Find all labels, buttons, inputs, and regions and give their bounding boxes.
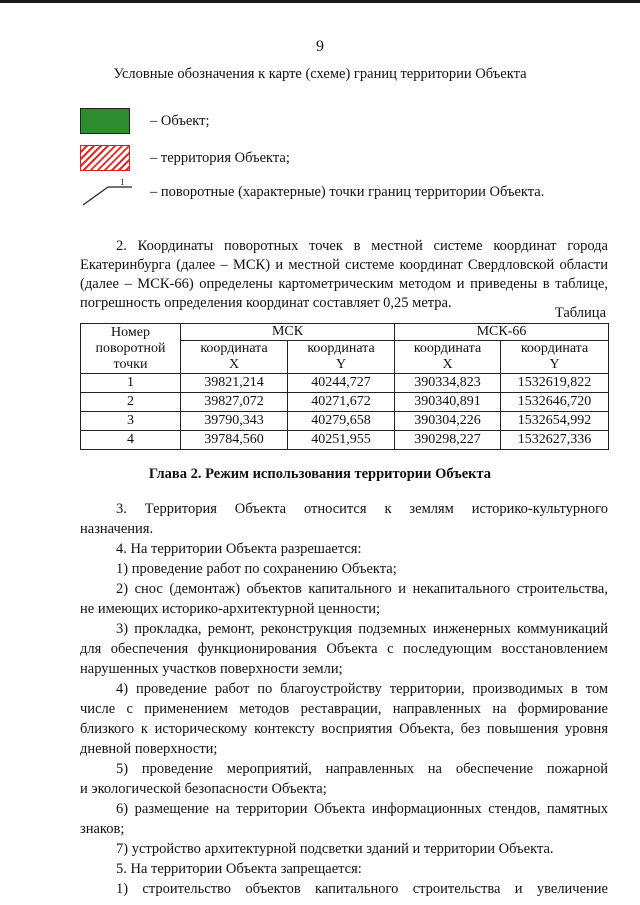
body-line: 7) устройство архитектурной подсветки зданий и территории Объекта. [116,841,554,857]
header-msk: МСК [181,324,395,341]
header-msk-y: координата Y [288,341,395,374]
header-msk66-x: координата X [395,341,501,374]
body-line: 5) проведение мероприятий, направленных на обеспечение пожарной [116,761,608,777]
body-line: знаков; [80,821,125,837]
table-row: 2 39827,072 40271,672 390340,891 1532646,720 [81,393,609,412]
table-row: 3 39790,343 40279,658 390304,226 1532654,992 [81,412,609,431]
turning-point-number: 1 [120,177,125,187]
object-swatch-icon [80,108,130,134]
territory-hatch-swatch-icon [80,145,130,171]
chapter-title: Глава 2. Режим использования территории Объекта [148,466,492,482]
legend-item-turning-point [80,177,545,206]
body-line: близкого к историческому контексту восприятия Объекта, без повышения уровня [80,721,608,737]
body-line: 4) проведение работ по благоустройству территории, производимых в том [116,681,608,697]
body-line: не имеющих историко-архитектурной ценности; [80,601,381,617]
body-line: числе с применением методов реставрации, направленных на формирование [80,701,608,717]
scan-top-edge [0,0,640,3]
body-line: нарушенных участков поверхности земли; [80,661,343,677]
paragraph-line: Екатеринбурга (далее – МСК) и местной системе координат Свердловской области [80,257,608,273]
body-line: 3) прокладка, ремонт, реконструкция подземных инженерных коммуникаций [116,621,608,637]
body-line: 4. На территории Объекта разрешается: [116,541,362,557]
table-row: 1 39821,214 40244,727 390334,823 1532619,822 [81,374,609,393]
body-line: и экологической безопасности Объекта; [80,781,327,797]
header-msk66: МСК-66 [395,324,609,341]
legend-item-label: – территория Объекта; [150,149,290,166]
coordinates-table [80,323,609,450]
legend-title: Условные обозначения к карте (схеме) границ территории Объекта [113,66,527,82]
header-msk66-y: координата Y [501,341,609,374]
turning-point-symbol-icon [80,177,134,207]
body-line: 6) размещение на территории Объекта информационных стендов, памятных [116,801,608,817]
legend-item-object [80,107,210,135]
legend-item-label: – Объект; [150,112,210,129]
legend-item-label: – поворотные (характерные) точки границ территории Объекта. [150,183,545,200]
body-line: 2) снос (демонтаж) объектов капитального и некапитального строительства, [116,581,608,597]
body-line: назначения. [80,521,154,537]
body-line: для обеспечения функционирования Объекта с последующим восстановлением [80,641,608,657]
body-line: 1) проведение работ по сохранению Объекта; [116,561,397,577]
legend-item-territory [80,144,290,172]
body-line: 3. Территория Объекта относится к землям историко-культурного [116,501,608,517]
paragraph-line: 2. Координаты поворотных точек в местной системе координат города [116,238,608,254]
body-line: 5. На территории Объекта запрещается: [116,861,362,877]
paragraph-line: (далее – МСК-66) определены картометрическим методом и приведены в таблице, [80,276,608,292]
header-msk-x: координата X [181,341,288,374]
page-number: 9 [316,38,324,55]
header-point-number: Номер поворотной точки [81,324,181,374]
table-caption: Таблица [554,305,606,321]
body-line: дневной поверхности; [80,741,218,757]
paragraph-line: погрешность определения координат составляет 0,25 метра. [80,295,452,311]
body-line: 1) строительство объектов капитального строительства и увеличение [116,881,608,897]
table-row: 4 39784,560 40251,955 390298,227 1532627,336 [81,431,609,450]
